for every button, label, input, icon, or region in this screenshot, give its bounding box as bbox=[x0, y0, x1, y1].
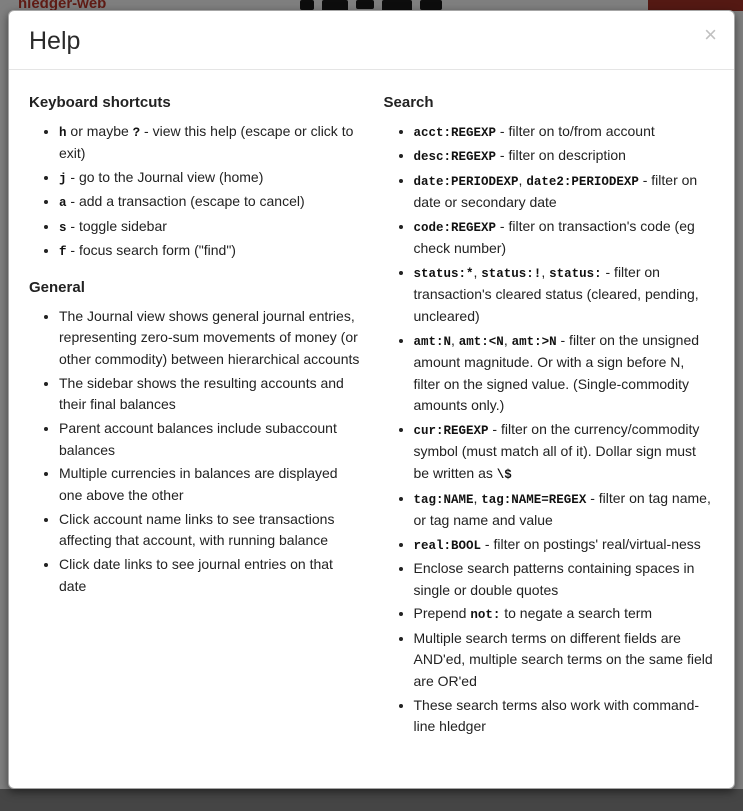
help-list-item bbox=[59, 509, 360, 552]
code-term: date:PERIODEXP bbox=[413, 174, 519, 189]
help-column-right bbox=[384, 82, 715, 754]
help-list-item bbox=[414, 628, 715, 693]
text-segment: - toggle sidebar bbox=[66, 217, 167, 234]
code-term: desc:REGEXP bbox=[413, 150, 497, 165]
text-segment: - go to the Journal view (home) bbox=[66, 169, 264, 186]
help-list-item bbox=[414, 330, 715, 417]
code-term: code:REGEXP bbox=[413, 220, 497, 235]
text-segment: - filter on tag name, or tag name and value bbox=[413, 489, 711, 528]
code-term: real:BOOL bbox=[413, 538, 482, 553]
section-heading: Keyboard shortcuts bbox=[29, 94, 171, 111]
code-term: f bbox=[59, 245, 67, 260]
code-term: tag:NAME=REGEX bbox=[481, 492, 587, 507]
help-list bbox=[29, 121, 360, 263]
code-term: \$ bbox=[496, 468, 512, 483]
text-segment: Multiple currencies in balances are displayed one above the other bbox=[59, 465, 338, 504]
text-segment: - filter on description bbox=[496, 147, 626, 164]
text-segment: - filter on the unsigned amount magnitude. Or with a sign before N, filter on the signed value. (Single-commodity amounts only.) bbox=[413, 331, 700, 414]
help-list-item bbox=[414, 121, 715, 143]
text-segment: , bbox=[473, 489, 482, 506]
help-list-item bbox=[414, 170, 715, 214]
code-term: a bbox=[59, 196, 67, 211]
help-list-item bbox=[59, 121, 360, 165]
text-segment: , bbox=[451, 331, 459, 348]
code-term: h bbox=[59, 126, 67, 140]
code-term: status: bbox=[549, 266, 602, 281]
help-list-item bbox=[59, 554, 360, 597]
help-list-item bbox=[414, 558, 715, 601]
help-list-item bbox=[414, 488, 715, 532]
text-segment: Parent account balances include subaccount balances bbox=[59, 420, 337, 458]
close-icon[interactable]: × bbox=[704, 22, 717, 47]
help-modal bbox=[8, 10, 735, 789]
code-term: j bbox=[59, 172, 67, 187]
modal-header bbox=[9, 11, 734, 70]
code-term: status:! bbox=[481, 266, 542, 281]
text-segment: Multiple search terms on different fields are AND'ed, multiple search terms on the same field are OR'ed bbox=[413, 629, 713, 690]
text-segment: - filter on date or secondary date bbox=[413, 171, 698, 211]
help-list-item bbox=[59, 240, 360, 262]
code-term: ? bbox=[132, 126, 141, 140]
help-list-item bbox=[414, 216, 715, 260]
help-list bbox=[384, 121, 715, 738]
help-list bbox=[29, 306, 360, 598]
text-segment: , bbox=[473, 263, 482, 280]
code-term: cur:REGEXP bbox=[413, 424, 489, 439]
text-segment: These search terms also work with command-line hledger bbox=[413, 696, 700, 735]
help-list-item bbox=[59, 216, 360, 238]
text-segment: , bbox=[503, 331, 512, 348]
text-segment: or maybe bbox=[66, 123, 133, 139]
help-list-item bbox=[414, 534, 715, 556]
text-segment: The Journal view shows general journal entries, representing zero-sum movements of money (or other commodity) between hierarchical accounts bbox=[59, 307, 360, 367]
text-segment: Click account name links to see transactions affecting that account, with running balance bbox=[59, 510, 335, 549]
code-term: s bbox=[59, 220, 67, 235]
text-segment: to negate a search term bbox=[500, 605, 653, 622]
code-term: status:* bbox=[413, 266, 474, 281]
text-segment: - filter on postings' real/virtual-ness bbox=[481, 535, 701, 552]
code-term: amt:N bbox=[413, 334, 452, 349]
code-term: tag:NAME bbox=[413, 492, 474, 507]
help-list-item bbox=[414, 695, 715, 738]
help-list-item bbox=[59, 463, 360, 506]
code-term: acct:REGEXP bbox=[413, 126, 497, 140]
help-column-left bbox=[29, 82, 360, 754]
text-segment: - focus search form ("find") bbox=[66, 242, 236, 259]
section-heading: General bbox=[29, 278, 85, 296]
text-segment: Prepend bbox=[413, 605, 471, 622]
help-list-item bbox=[414, 262, 715, 328]
help-list-item bbox=[59, 306, 360, 371]
help-list-item bbox=[59, 418, 360, 461]
help-list-item bbox=[414, 145, 715, 167]
modal-body bbox=[9, 70, 734, 774]
text-segment: Enclose search patterns containing spaces in single or double quotes bbox=[413, 559, 695, 598]
help-list-item bbox=[414, 419, 715, 485]
section-heading: Search bbox=[383, 94, 434, 111]
text-segment: , bbox=[518, 171, 527, 188]
help-list-item bbox=[414, 603, 715, 625]
text-segment: , bbox=[541, 263, 550, 280]
text-segment: - filter on transaction's code (eg check number) bbox=[413, 217, 695, 257]
text-segment: - filter on to/from account bbox=[496, 123, 655, 139]
code-term: not: bbox=[470, 608, 501, 623]
text-segment: - filter on the currency/commodity symbol (must match all of it). Dollar sign must be written as bbox=[413, 421, 700, 482]
help-list-item bbox=[59, 191, 360, 213]
modal-title: Help bbox=[29, 27, 81, 55]
code-term: amt:>N bbox=[511, 334, 557, 349]
help-list-item bbox=[59, 167, 360, 189]
code-term: amt:<N bbox=[458, 334, 504, 349]
text-segment: The sidebar shows the resulting accounts and their final balances bbox=[59, 374, 344, 413]
text-segment: - filter on transaction's cleared status (cleared, pending, uncleared) bbox=[413, 263, 699, 324]
text-segment: Click date links to see journal entries on that date bbox=[59, 556, 333, 594]
text-segment: - add a transaction (escape to cancel) bbox=[66, 193, 305, 210]
code-term: date2:PERIODEXP bbox=[526, 174, 639, 189]
text-segment: - view this help (escape or click to exit) bbox=[59, 123, 354, 162]
help-list-item bbox=[59, 373, 360, 416]
